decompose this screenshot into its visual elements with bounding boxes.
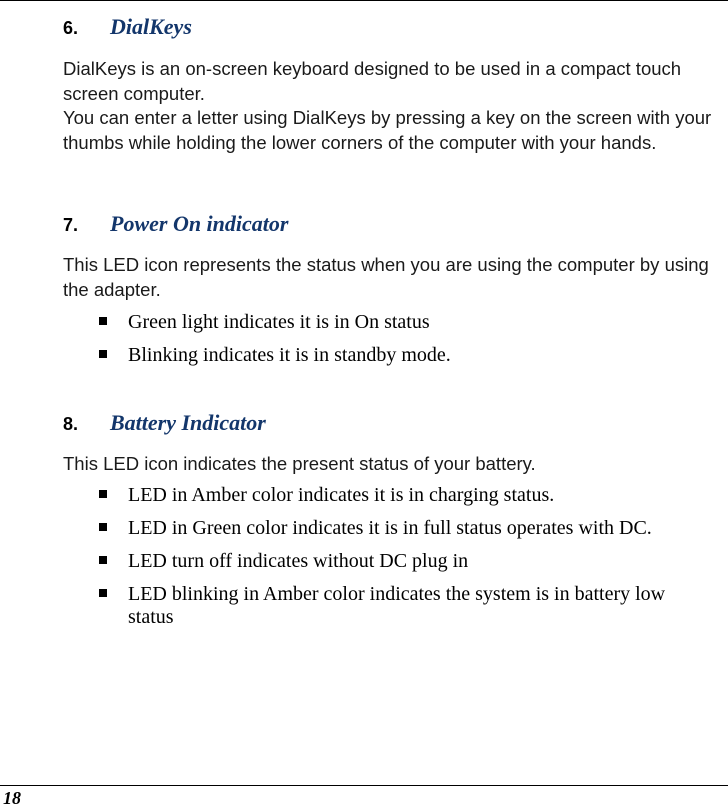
section-number: 8. bbox=[63, 414, 79, 434]
square-bullet-icon bbox=[99, 350, 107, 358]
section-title: Battery Indicator bbox=[110, 410, 266, 435]
section-heading-power-on-indicator bbox=[63, 211, 288, 239]
bullet-text: LED blinking in Amber color indicates the system is in battery low status bbox=[128, 583, 666, 628]
section-number: 7. bbox=[63, 215, 79, 235]
list-item bbox=[96, 344, 728, 367]
list-item bbox=[96, 311, 728, 334]
section-heading-battery-indicator bbox=[63, 410, 266, 438]
bullet-text: LED in Amber color indicates it is in charging status. bbox=[128, 484, 555, 506]
section-title: DialKeys bbox=[110, 14, 192, 39]
top-rule bbox=[0, 0, 728, 1]
section-number: 6. bbox=[63, 18, 79, 38]
square-bullet-icon bbox=[99, 556, 107, 564]
square-bullet-icon bbox=[99, 523, 107, 531]
list-item bbox=[96, 484, 728, 507]
battery-bullet-list bbox=[96, 484, 728, 639]
bullet-text: LED turn off indicates without DC plug in bbox=[128, 550, 469, 572]
bullet-text: Blinking indicates it is in standby mode. bbox=[128, 344, 451, 366]
dialkeys-description: DialKeys is an on-screen keyboard designed to be used in a compact touch screen computer. bbox=[63, 58, 682, 104]
list-item bbox=[96, 517, 728, 540]
list-item bbox=[96, 550, 728, 573]
bullet-text: Green light indicates it is in On status bbox=[128, 311, 430, 333]
square-bullet-icon bbox=[99, 589, 107, 597]
power-on-description: This LED icon represents the status when you are using the computer by using the adapter. bbox=[63, 254, 709, 300]
battery-description: This LED icon indicates the present status of your battery. bbox=[63, 453, 536, 474]
bullet-text: LED in Green color indicates it is in full status operates with DC. bbox=[128, 517, 652, 539]
dialkeys-usage: You can enter a letter using DialKeys by pressing a key on the screen with your thumbs while holding the lower corners of the computer with your hands. bbox=[63, 107, 712, 153]
footer-rule bbox=[0, 785, 728, 786]
section-heading-dialkeys bbox=[63, 14, 192, 42]
page-number: 18 bbox=[3, 788, 21, 808]
section-title: Power On indicator bbox=[110, 211, 289, 236]
list-item bbox=[96, 583, 708, 629]
power-on-bullet-list bbox=[96, 311, 728, 377]
square-bullet-icon bbox=[99, 490, 107, 498]
square-bullet-icon bbox=[99, 317, 107, 325]
